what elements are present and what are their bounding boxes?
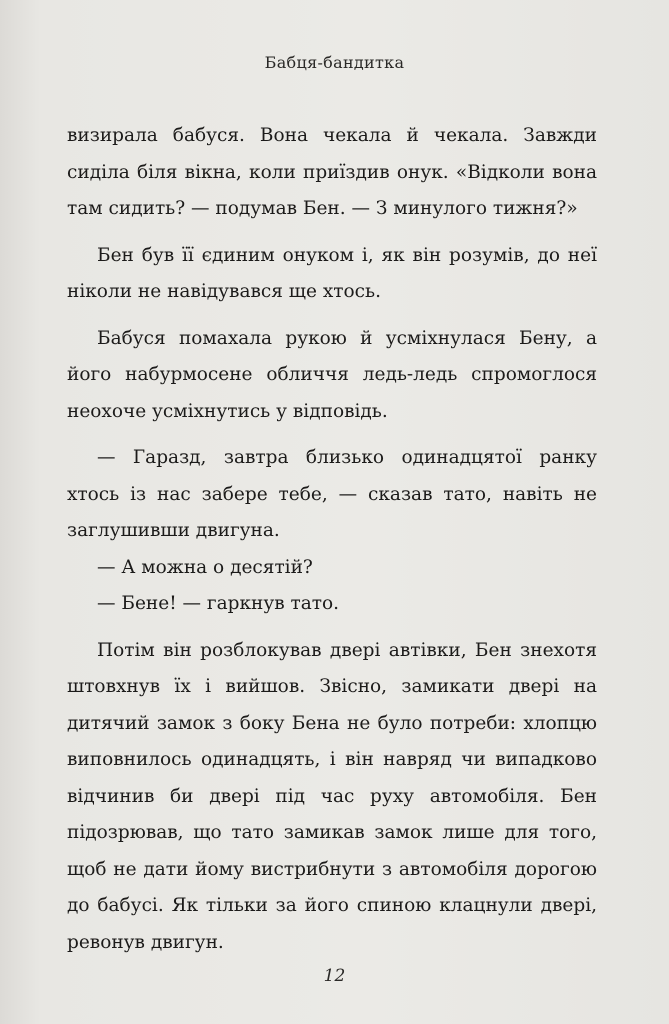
running-head: Бабця-бандитка	[264, 53, 405, 72]
paragraph: Бабуся помахала рукою й усміхнулася Бену, а його набурмосене обличчя ледь-ледь спромоглося неохоче усміхнутись у відповідь.	[67, 327, 597, 422]
body-text	[67, 118, 597, 961]
page-number: 12	[323, 966, 346, 986]
dialogue-line: — Бене! — гаркнув тато.	[97, 593, 340, 614]
dialogue-line: — А можна о десятій?	[97, 556, 313, 578]
paragraph: Бен був її єдиним онуком і, як він розумів, до неї ніколи не навідувався ще хтось.	[67, 244, 597, 302]
paragraph: визирала бабуся. Вона чекала й чекала. Завжди сиділа біля вікна, коли приїздив онук. «Відколи вона там сидить? — подумав Бен. — З минулого тижня?»	[67, 125, 597, 219]
dialogue-line: — Гаразд, завтра близько одинадцятої ранку хтось із нас забере тебе, — сказав тато, навіть не заглушивши двигуна.	[67, 447, 597, 541]
paragraph: Потім він розблокував двері автівки, Бен знехотя штовхнув їх і вийшов. Звісно, замикати двері на дитячий замок з боку Бена не було потреби: хлопцю виповнилось одинадцять, і він навряд чи випадково відчинив би двері під час руху автомобіля. Бен підозрював, що тато замикав замок лише для того, щоб не дати йому вистрибнути з автомобіля дорогою до бабусі. Як тільки за його спиною клацнули двері, ревонув двигун.	[67, 639, 597, 953]
